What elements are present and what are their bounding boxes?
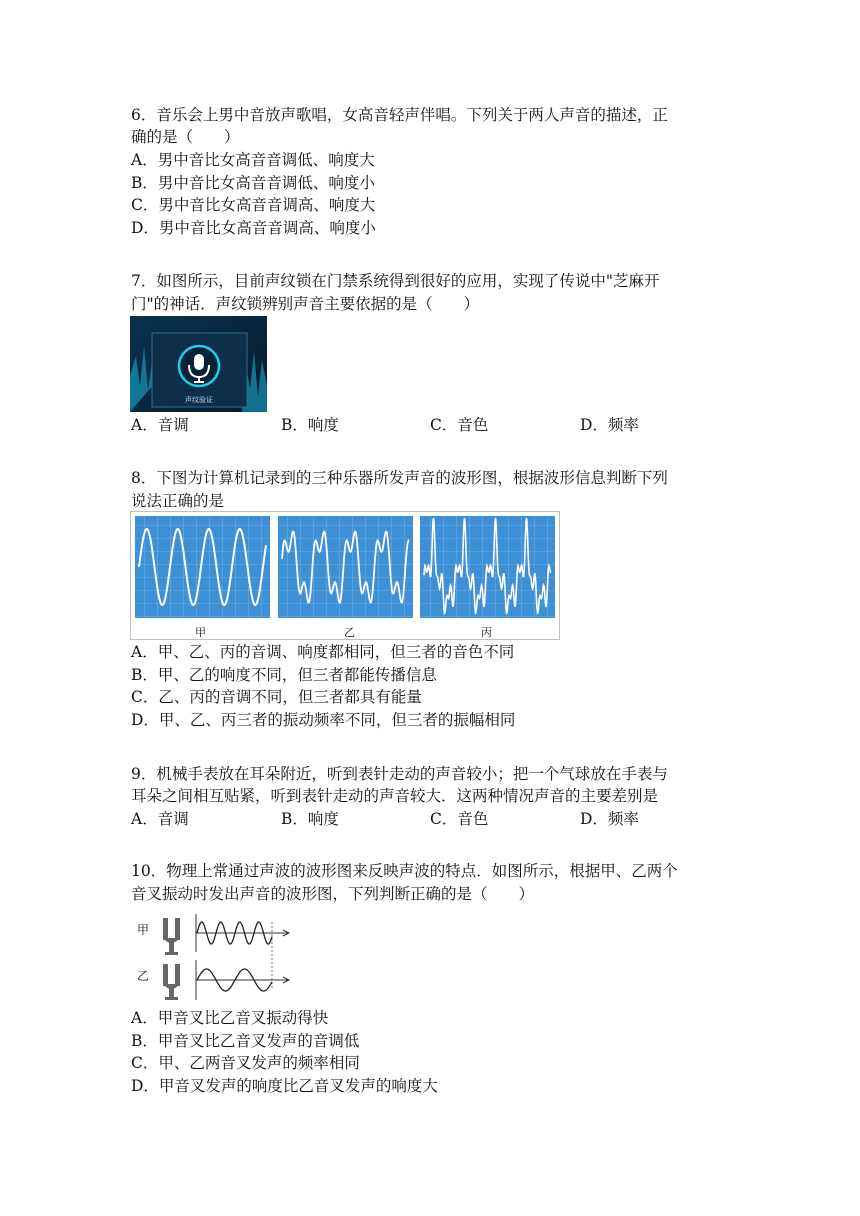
voiceprint-caption: 声纹验证: [185, 396, 213, 404]
q10-stem-line1: 10．物理上常通过声波的波形图来反映声波的特点．如图所示，根据甲、乙两个: [131, 862, 678, 880]
q10-option-a: A．甲音叉比乙音叉振动得快: [131, 1009, 329, 1027]
q8-option-d: D．甲、乙、丙三者的振动频率不同，但三者的振幅相同: [131, 711, 516, 729]
q6-option-d: D．男中音比女高音音调高、响度小: [131, 219, 376, 237]
panel-label-bing: 丙: [481, 626, 492, 639]
oscilloscope-panels: [131, 512, 559, 639]
q7-option-c: C．音色: [430, 416, 489, 434]
panel-label-yi: 乙: [344, 626, 355, 639]
tuning-fork-icon: [163, 918, 180, 955]
q10-option-d: D．甲音叉发声的响度比乙音叉发声的响度大: [131, 1077, 438, 1095]
tuning-fork-waveforms: [133, 910, 298, 1002]
q10-stem-line2: 音叉振动时发出声音的波形图，下列判断正确的是（ ）: [131, 885, 535, 903]
q6-option-c: C．男中音比女高音音调高、响度大: [131, 196, 376, 214]
voiceprint-lock-graphic: [130, 316, 267, 412]
q7-option-a: A．音调: [131, 416, 189, 434]
waveform-figure: [130, 511, 560, 640]
fork-label-jia: 甲: [137, 923, 150, 937]
q9-stem-line2: 耳朵之间相互贴紧，听到表针走动的声音较大．这两种情况声音的主要差别是: [131, 787, 659, 805]
q9-option-d: D．频率: [580, 810, 639, 828]
q10-option-c: C．甲、乙两音叉发声的频率相同: [131, 1054, 360, 1072]
q6-option-a: A．男中音比女高音音调低、响度大: [131, 151, 375, 169]
q8-stem-line2: 说法正确的是: [131, 492, 225, 510]
tuning-fork-figure: [133, 910, 298, 1002]
q6-option-b: B．男中音比女高音音调低、响度小: [131, 174, 375, 192]
q10-option-b: B．甲音叉比乙音叉发声的音调低: [131, 1032, 360, 1050]
q9-option-c: C．音色: [430, 810, 489, 828]
q6-stem-line2: 确的是（ ）: [131, 128, 240, 146]
q8-option-b: B．甲、乙的响度不同，但三者都能传播信息: [131, 666, 437, 684]
q9-option-a: A．音调: [131, 810, 189, 828]
q9-stem-line1: 9．机械手表放在耳朵附近，听到表针走动的声音较小；把一个气球放在手表与: [131, 765, 668, 783]
fork-label-yi: 乙: [137, 969, 150, 983]
panel-label-jia: 甲: [195, 626, 206, 639]
q7-option-b: B．响度: [281, 416, 339, 434]
q7-stem-line1: 7．如图所示，目前声纹锁在门禁系统得到很好的应用，实现了传说中"芝麻开: [131, 272, 660, 290]
q9-option-b: B．响度: [281, 810, 339, 828]
tuning-fork-icon: [163, 964, 180, 1000]
q6-stem-line1: 6．音乐会上男中音放声歌唱，女高音轻声伴唱。下列关于两人声音的描述，正: [131, 106, 668, 124]
voiceprint-lock-image: [130, 316, 267, 412]
q7-option-d: D．频率: [580, 416, 639, 434]
q8-option-c: C．乙、丙的音调不同，但三者都具有能量: [131, 688, 422, 706]
q8-stem-line1: 8．下图为计算机记录到的三种乐器所发声音的波形图，根据波形信息判断下列: [131, 469, 668, 487]
q7-stem-line2: 门"的神话．声纹锁辨别声音主要依据的是（ ）: [131, 295, 480, 313]
q8-option-a: A．甲、乙、丙的音调、响度都相同，但三者的音色不同: [131, 643, 515, 661]
